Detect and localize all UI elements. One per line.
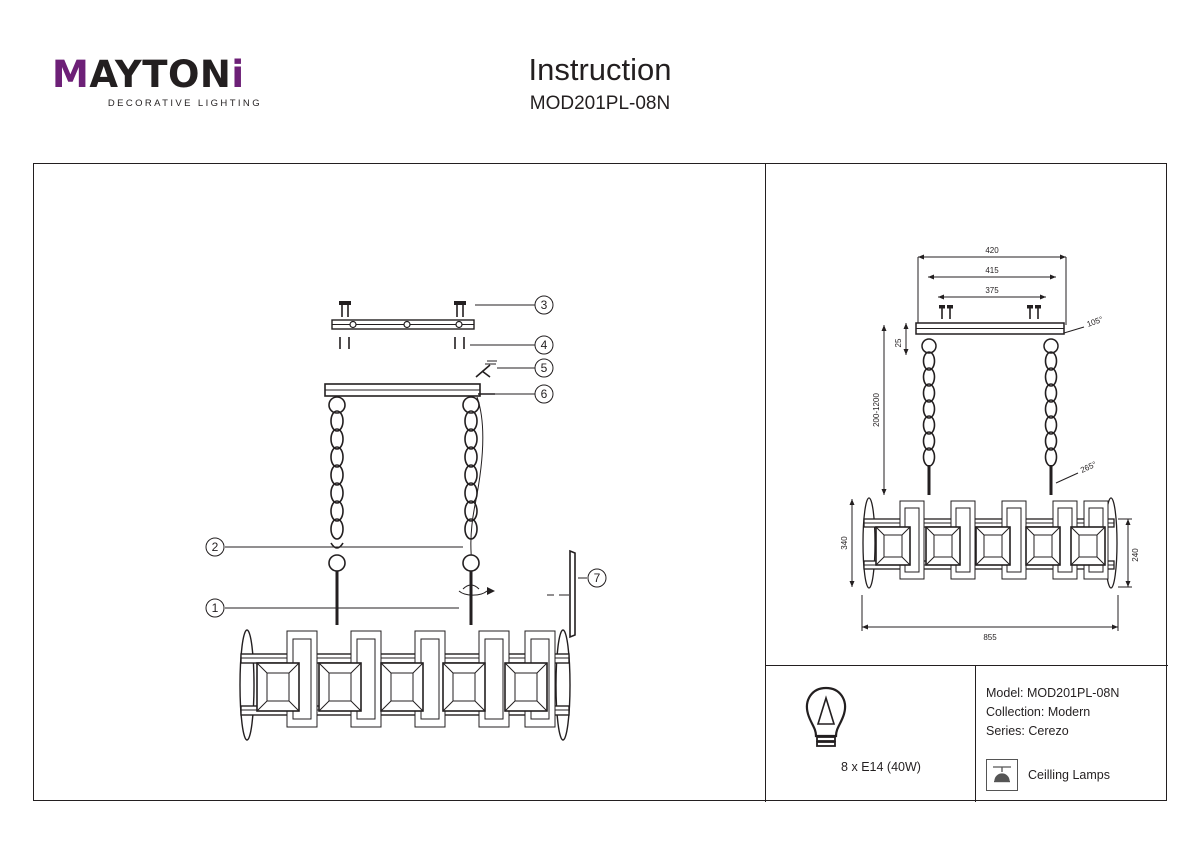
dim-420-label: 420 <box>985 246 999 255</box>
callout-6 <box>495 385 553 403</box>
ceiling-lamp-icon <box>986 759 1018 791</box>
callout-3-label: 3 <box>540 298 548 312</box>
info-series: Series: Cerezo <box>986 724 1069 738</box>
angle-265 <box>1056 460 1098 483</box>
bulb-icon <box>796 684 856 752</box>
screw-heads-top <box>339 301 466 305</box>
dim-415-label: 415 <box>985 266 999 275</box>
page-title: Instruction <box>528 52 672 87</box>
item5-part <box>476 361 497 377</box>
dim-375 <box>938 286 1046 300</box>
chain-right-right-view <box>1046 352 1057 466</box>
callout-6-label: 6 <box>540 387 548 401</box>
callout-1-label: 1 <box>211 601 219 615</box>
chain-left <box>331 411 343 539</box>
product-info-panel <box>986 684 1200 791</box>
diagram-frame <box>33 163 1167 801</box>
callout-1 <box>206 599 459 617</box>
category-row <box>986 759 1200 791</box>
screws-group-right <box>942 307 1038 319</box>
lamp-body-right <box>863 498 1117 588</box>
ceiling-bar <box>325 384 480 396</box>
callout-2 <box>206 538 463 556</box>
glass-element-side <box>547 551 575 637</box>
logo-wordmark: MAYTONi <box>52 53 245 96</box>
dim-415 <box>928 266 1056 280</box>
dim-240-label: 240 <box>1131 548 1140 562</box>
assembly-diagram <box>35 165 764 801</box>
rings-right <box>922 339 1058 353</box>
horizontal-divider <box>765 665 1168 666</box>
dim-340-label: 340 <box>840 536 849 550</box>
bulb-panel <box>796 684 966 774</box>
dimension-diagram <box>766 165 1167 664</box>
dim-375-label: 375 <box>985 286 999 295</box>
callout-4-label: 4 <box>540 338 548 352</box>
screws-group-top <box>342 303 463 317</box>
dim-340 <box>840 499 855 587</box>
callout-7-label: 7 <box>593 571 601 585</box>
hook-left <box>329 543 345 625</box>
lamp-body <box>240 630 570 740</box>
mounting-plate <box>332 320 474 329</box>
dowels-group <box>340 337 464 349</box>
suspension-rings <box>329 397 479 413</box>
angle-265-label: 265° <box>1079 459 1098 475</box>
angle-105-label: 105° <box>1085 314 1105 329</box>
tool-symbol <box>459 573 495 597</box>
dim-200-1200 <box>872 325 887 495</box>
dim-240 <box>1118 519 1140 587</box>
chain-right <box>465 411 477 539</box>
screw-heads-right <box>939 305 1041 309</box>
angle-105 <box>1064 315 1104 333</box>
callout-2-label: 2 <box>211 540 219 554</box>
category-label: Ceilling Lamps <box>1028 768 1110 782</box>
info-collection: Collection: Modern <box>986 705 1091 719</box>
bulb-caption: 8 x E14 (40W) <box>841 760 921 774</box>
ceiling-bar-right <box>916 323 1064 334</box>
callout-7 <box>578 569 606 587</box>
info-model: Model: MOD201PL-08N <box>986 686 1120 700</box>
model-code: MOD201PL-08N <box>529 93 671 114</box>
callout-5-label: 5 <box>540 361 548 375</box>
dim-200-1200-label: 200-1200 <box>872 393 881 427</box>
info-divider <box>975 665 976 802</box>
callout-3 <box>475 296 553 314</box>
dim-855 <box>862 595 1118 642</box>
chain-left-right-view <box>924 352 935 466</box>
dim-855-label: 855 <box>983 633 997 642</box>
callout-4 <box>470 336 553 354</box>
dim-25-label: 25 <box>894 338 903 348</box>
callout-5 <box>497 359 553 377</box>
logo-subtitle: DECORATIVE LIGHTING <box>107 98 262 109</box>
dim-25 <box>894 323 909 355</box>
